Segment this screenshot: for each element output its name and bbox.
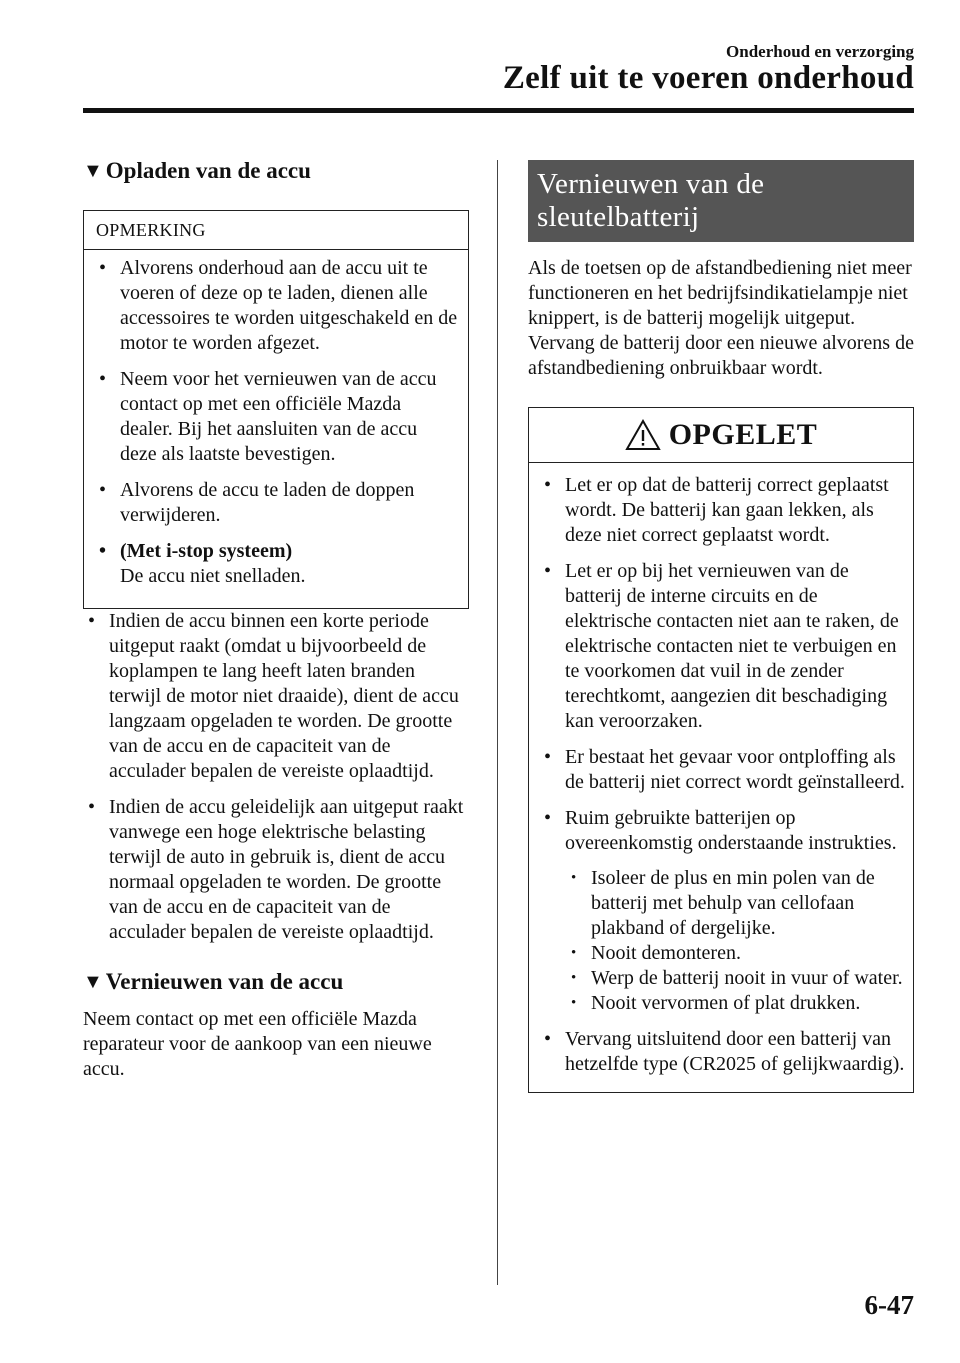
list-item: • Indien de accu geleidelijk aan uitgeput raakt vanwege een hoge elektrische belasting terwijl de auto in gebruik is, dient de accu normaal opgeladen te worden. De grootte van de accu en de capaciteit van de acculader bepalen de vereiste oplaadtijd. xyxy=(83,795,469,945)
note-list xyxy=(94,256,458,589)
list-item: • Indien de accu binnen een korte periode uitgeput raakt (omdat u bijvoorbeeld de koplampen te lang heeft laten branden terwijl de motor niet draaide), dient de accu langzaam opgeladen te worden. De grootte van de accu en de capaciteit van de acculader bepalen de vereiste oplaadtijd. xyxy=(83,609,469,784)
disposal-sublist xyxy=(565,866,905,1016)
page-title: Zelf uit te voeren onderhoud xyxy=(502,60,914,96)
charging-list xyxy=(83,609,469,945)
sub-item: • Isoleer de plus en min polen van de batterij met behulp van cellofaan plakband of dergelijke. xyxy=(565,866,905,941)
note-box xyxy=(83,210,469,609)
warning-item: • Vervang uitsluitend door een batterij van hetzelfde type (CR2025 of gelijkwaardig). xyxy=(539,1027,905,1077)
section-heading-text: Vernieuwen van de accu xyxy=(105,969,344,994)
warning-item: • Er bestaat het gevaar voor ontploffing als de batterij niet correct wordt geïnstalleerd. xyxy=(539,745,905,795)
warning-box xyxy=(528,407,914,1093)
right-column xyxy=(528,160,914,1093)
note-item: • Neem voor het vernieuwen van de accu contact op met een officiële Mazda dealer. Bij het aansluiten van de accu deze als laatste bevestigen. xyxy=(94,367,458,467)
warning-label: OPGELET xyxy=(668,418,818,451)
note-item-istop-title: (Met i-stop systeem) xyxy=(120,540,293,562)
warning-item: • Let er op bij het vernieuwen van de batterij de interne circuits en de elektrische contacten niet aan te raken, de elektrische contacten niet te verbuigen en te voorkomen dat vuil in de zender terechtkomt, aangezien dit beschadiging kan veroorzaken. xyxy=(539,559,905,734)
chapter-label: Onderhoud en verzorging xyxy=(726,42,914,61)
note-item: • Alvorens onderhoud aan de accu uit te voeren of deze op te laden, dienen alle accessoires te worden uitgeschakeld en de motor te worden afgezet. xyxy=(94,256,458,356)
warning-list xyxy=(539,473,905,1077)
note-item-istop xyxy=(94,539,458,589)
section-heading-text: Opladen van de accu xyxy=(105,158,311,183)
warning-item: • Let er op dat de batterij correct geplaatst wordt. De batterij kan gaan lekken, als deze niet correct geplaatst wordt. xyxy=(539,473,905,548)
triangle-down-icon: ▼ xyxy=(83,160,103,182)
warning-triangle-icon xyxy=(625,419,661,451)
header-rule xyxy=(83,108,914,113)
section-title-keybattery: Vernieuwen van de sleutelbatterij xyxy=(528,160,914,242)
intro-paragraph: Als de toetsen op de afstandbediening niet meer functioneren en het bedrijfsindikatielampje niet knippert, is de batterij mogelijk uitgeput. Vervang de batterij door een nieuwe alvorens de afstandbediening onbruikbaar wordt. xyxy=(528,257,914,379)
note-item-istop-text: De accu niet snelladen. xyxy=(120,565,306,587)
page-number: 6-47 xyxy=(864,1290,914,1320)
triangle-down-icon: ▼ xyxy=(83,971,103,993)
sub-item: • Nooit demonteren. xyxy=(565,941,905,966)
warning-item-disposal xyxy=(539,806,905,1016)
section-heading-charging xyxy=(83,156,469,186)
section-heading-replace xyxy=(83,967,469,997)
replace-paragraph: Neem contact op met een officiële Mazda reparateur voor de aankoop van een nieuwe accu. xyxy=(83,1008,432,1080)
note-item: • Alvorens de accu te laden de doppen verwijderen. xyxy=(94,478,458,528)
warning-item-disposal-text: Ruim gebruikte batterijen op overeenkomstig onderstaande instrukties. xyxy=(565,807,897,854)
warning-header xyxy=(529,408,913,463)
column-divider xyxy=(497,160,498,1285)
left-column xyxy=(83,156,469,1082)
sub-item: • Nooit vervormen of plat drukken. xyxy=(565,991,905,1016)
note-label: OPMERKING xyxy=(84,211,468,250)
sub-item: • Werp de batterij nooit in vuur of water. xyxy=(565,966,905,991)
